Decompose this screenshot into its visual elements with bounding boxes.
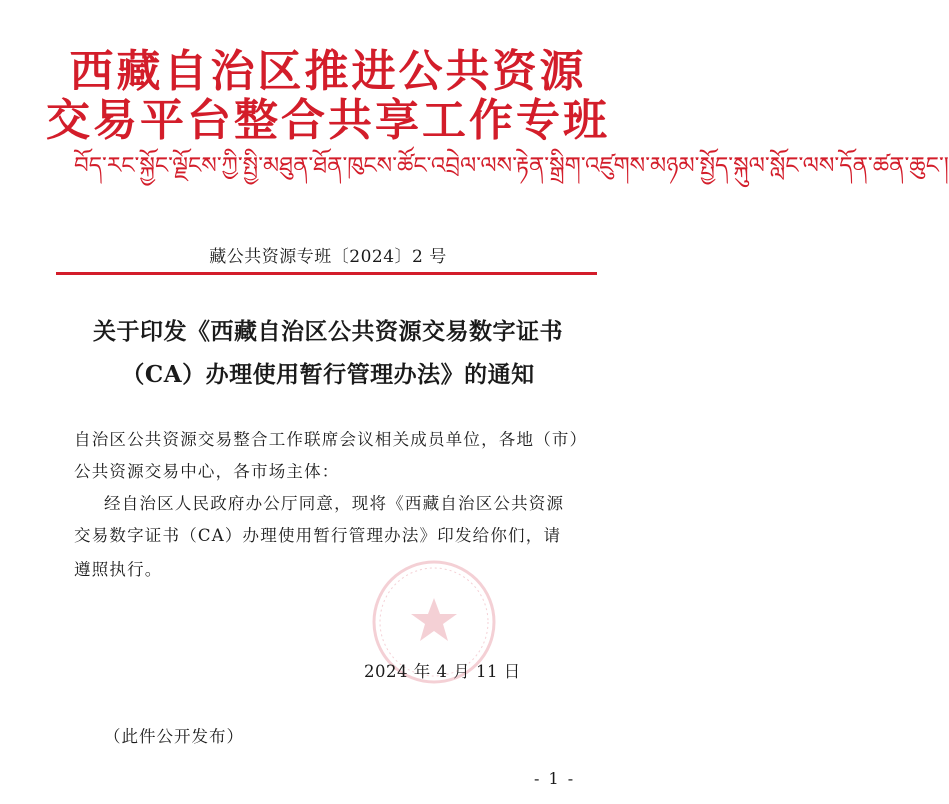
page-number: - 1 - xyxy=(534,769,576,788)
addressee-line-2: 公共资源交易中心，各市场主体： xyxy=(74,462,340,481)
notice-title-line-1: 关于印发《西藏自治区公共资源交易数字证书 xyxy=(93,318,563,345)
document-number: 藏公共资源专班〔2024〕2 号 xyxy=(209,247,447,267)
masthead-line-2: 交易平台整合共享工作专班 xyxy=(46,95,610,146)
publication-note: （此件公开发布） xyxy=(104,727,244,746)
addressee-line-1: 自治区公共资源交易整合工作联席会议相关成员单位，各地（市） xyxy=(74,430,588,449)
masthead-tibetan-line: བོད་རང་སྐྱོང་ལྗོངས་ཀྱི་སྤྱི་མཐུན་ཐོན་ཁུངས་ཚོང་འབྲེལ་ལས་རྟེན་སྒྲིག་འཛུགས་མཉམ་སྤྱོད་སྐུལ་སློང་ལས་དོན་ཚན་ཆུང་། xyxy=(74,153,949,179)
masthead-line-1: 西藏自治区推进公共资源 xyxy=(69,46,587,97)
body-line-3: 遵照执行。 xyxy=(74,560,163,579)
red-divider-rule xyxy=(56,272,597,275)
issue-date: 2024 年 4 月 11 日 xyxy=(364,662,521,681)
body-line-1: 经自治区人民政府办公厅同意，现将《西藏自治区公共资源 xyxy=(104,494,565,513)
notice-title-line-2: （CA）办理使用暂行管理办法》的通知 xyxy=(121,361,535,388)
body-line-2: 交易数字证书（CA）办理使用暂行管理办法》印发给你们，请 xyxy=(74,526,562,545)
